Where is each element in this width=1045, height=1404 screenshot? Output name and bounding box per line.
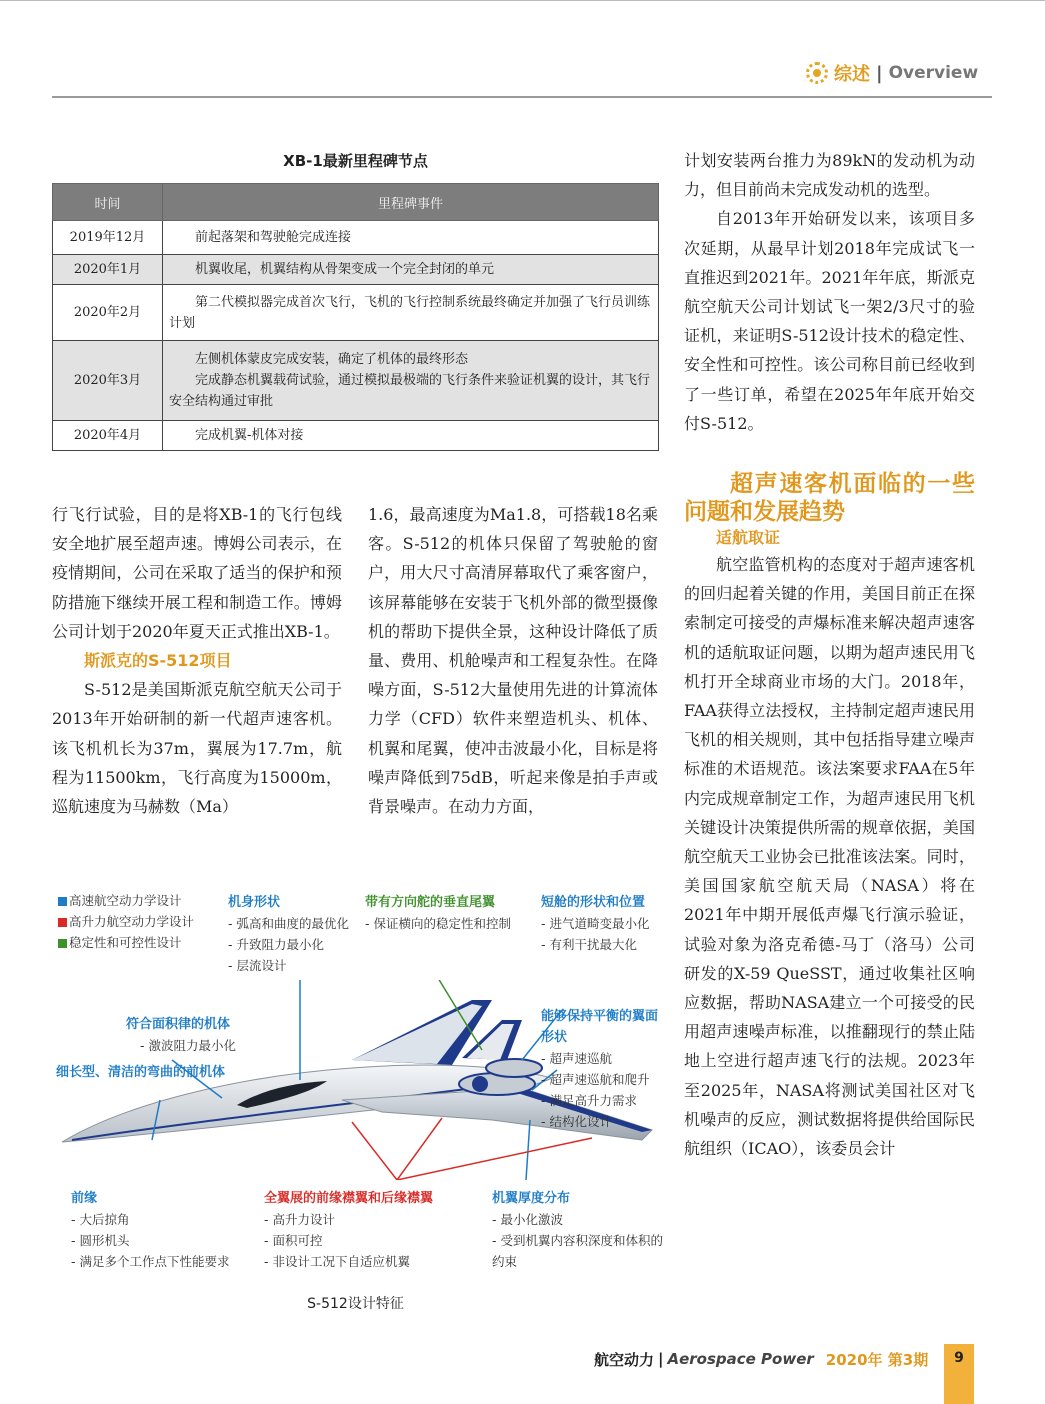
table-row [53,255,659,285]
event-text: 机翼收尾，机翼结构从骨架变成一个完全封闭的单元 [195,262,495,277]
page-number: 9 [944,1344,974,1404]
text-column-2 [368,500,658,821]
arrow-flap-1 [352,1122,397,1180]
row-date: 2020年1月 [53,255,163,285]
event-text: 左侧机体蒙皮完成安装，确定了机体的最终形态 [195,352,469,367]
top-rule [0,0,1045,1]
row-event [163,285,659,341]
row-date: 2020年3月 [53,341,163,421]
figure-caption: S-512设计特征 [307,1296,404,1312]
section-title-en: Overview [888,63,979,83]
row-event [163,421,659,451]
section-separator: | [876,62,883,84]
arrow-flap-3 [397,1138,592,1180]
row-date: 2019年12月 [53,221,163,255]
row-event [163,221,659,255]
journal-name-en: Aerospace Power [667,1350,814,1368]
header-date: 时间 [53,184,163,221]
figure-legend [58,890,194,953]
legend-item: 稳定性和可控性设计 [58,932,194,953]
callout-nacelle: 短舱的形状和位置 - 进气道畸变最小化 - 有利干扰最大化 [541,895,650,952]
text-column-3 [684,146,975,1163]
legend-swatch-blue [58,897,67,906]
paragraph: 航空监管机构的态度对于超声速客机的回归起着关键的作用，美国目前正在探索制定可接受的声爆标准来解决超声速客机的适航取证问题，以期为超声速民用飞机打开全球商业市场的大门。2018年，FAA获得立法授权，主持制定超声速民用飞机的相关规则，其中包括指导建立噪声标准的术语规范。该法案要求FAA在5年内完成规章制定工作，为超声速民用飞机关键设计决策提供所需的规章依据，美国航空航天工业协会已批准该法案。同时，美国国家航空航天局（NASA）将在2021年中期开展低声爆飞行演示验证，试验对象为洛克希德-马丁（洛马）公司研发的X-59 QueSST，通过收集社区响应数据，帮助NASA建立一个可接受的民用超声速噪声标准，以推翻现行的禁止陆地上空进行超声速飞行的法规。2023年至2025年，NASA将测试美国社区对飞机噪声的反应，测试数据将提供给国际民航组织（ICAO），该委员会计 [684,555,975,1159]
row-date: 2020年4月 [53,421,163,451]
event-text: 前起落架和驾驶舱完成连接 [195,230,352,245]
callout-body-shape: 机身形状 - 弧高和曲度的最优化 - 升致阻力最小化 - 层流设计 [228,895,349,973]
callout-area-rule: 符合面积律的机体 - 激波阻力最小化 [126,1017,236,1053]
gear-emblem-icon [806,62,828,84]
paragraph: 自2013年开始研发以来，该项目多次延期，从最早计划2018年完成试飞一直推迟到2021年。2021年年底，斯派克航空航天公司计划试飞一架2/3尺寸的验证机，来证明S-512设计技术的稳定性、安全性和可控性。该公司称目前已经收到了一些订单，希望在2025年年底开始交付S-512。 [684,209,975,433]
legend-swatch-green [58,939,67,948]
callout-nose: 细长型、清洁的弯曲的前机体 [56,1065,226,1080]
text-column-1 [52,500,342,821]
arrow-flap-2 [397,1118,442,1180]
page-footer: 航空动力 | Aerospace Power 2020年 第3期 [594,1350,929,1369]
arrow-thickness [524,1120,530,1180]
paragraph: S-512是美国斯派克航空航天公司于2013年开始研制的新一代超声速客机。该飞机机长为37m，翼展为17.7m，航程为11500km，飞行高度为15000m，巡航速度为马赫数（Ma） [52,680,342,817]
engine-nacelle-upper [486,1059,542,1077]
subheading-airworthiness: 适航取证 [716,528,781,548]
event-text: 完成机翼-机体对接 [195,428,304,443]
event-text: 完成静态机翼载荷试验，通过模拟最极端的飞行条件来验证机翼的设计，其飞行安全结构通过审批 [169,373,651,409]
callout-thickness: 机翼厚度分布 - 最小化激波 - 受到机翼内容积深度和体积的约束 [492,1191,663,1269]
row-date: 2020年2月 [53,285,163,341]
callout-leading-edge: 前缘 - 大后掠角 - 圆形机头 - 满足多个工作点下性能要求 [71,1191,230,1269]
paragraph: 计划安装两台推力为89kN的发动机为动力，但目前尚未完成发动机的选型。 [684,151,975,200]
table-row [53,341,659,421]
row-event [163,341,659,421]
table-title: XB-1最新里程碑节点 [283,152,428,170]
subheading-s512: 斯派克的S-512项目 [84,651,232,671]
milestone-table [52,183,659,451]
table-row [53,421,659,451]
event-text: 第二代模拟器完成首次飞行，飞机的飞行控制系统最终确定并加强了飞行员训练计划 [169,294,651,331]
legend-swatch-red [58,918,67,927]
header-event: 里程碑事件 [163,184,659,221]
table-row [53,285,659,341]
section-heading: 超声速客机面临的一些问题和发展趋势 [684,471,975,526]
legend-item: 高升力航空动力学设计 [58,911,194,932]
paragraph: 行飞行试验，目的是将XB-1的飞行包线安全地扩展至超声速。博姆公司表示，在疫情期间，公司在采取了适当的保护和预防措施下继续开展工程和制造工作。博姆公司计划于2020年夏天正式推出XB-1。 [52,505,342,641]
table-header-row [53,184,659,221]
section-header [806,60,978,86]
table-row [53,221,659,255]
callout-vertical-tail: 带有方向舵的垂直尾翼 - 保证横向的稳定性和控制 [365,895,511,931]
journal-name-cn: 航空动力 [594,1350,655,1369]
callout-balanced-wing: 能够保持平衡的翼面形状 - 超声速巡航 - 超声速巡航和爬升 - 满足高升力需求 - 结构化设计 [541,1009,659,1129]
callout-flaps: 全翼展的前缘襟翼和后缘襟翼 - 高升力设计 - 面积可控 - 非设计工况下自适应机翼 [264,1191,434,1269]
row-event [163,255,659,285]
header-rule [52,96,992,98]
legend-item: 高速航空动力学设计 [58,890,194,911]
section-title-cn: 综述 [834,64,870,85]
issue-label: 2020年 第3期 [825,1350,929,1369]
paragraph: 1.6，最高速度为Ma1.8，可搭载18名乘客。S-512的机体只保留了驾驶舱的窗户，用大尺寸高清屏幕取代了乘客窗户，该屏幕能够在安装于飞机外部的微型摄像机的帮助下提供全景，这种设计降低了质量、费用、机舱噪声和工程复杂性。在降噪方面，S-512大量使用先进的计算流体力学（CFD）软件来塑造机头、机体、机翼和尾翼，使冲击波最小化，目标是将噪声降低到75dB，听起来像是拍手声或背景噪声。在动力方面， [368,505,658,817]
